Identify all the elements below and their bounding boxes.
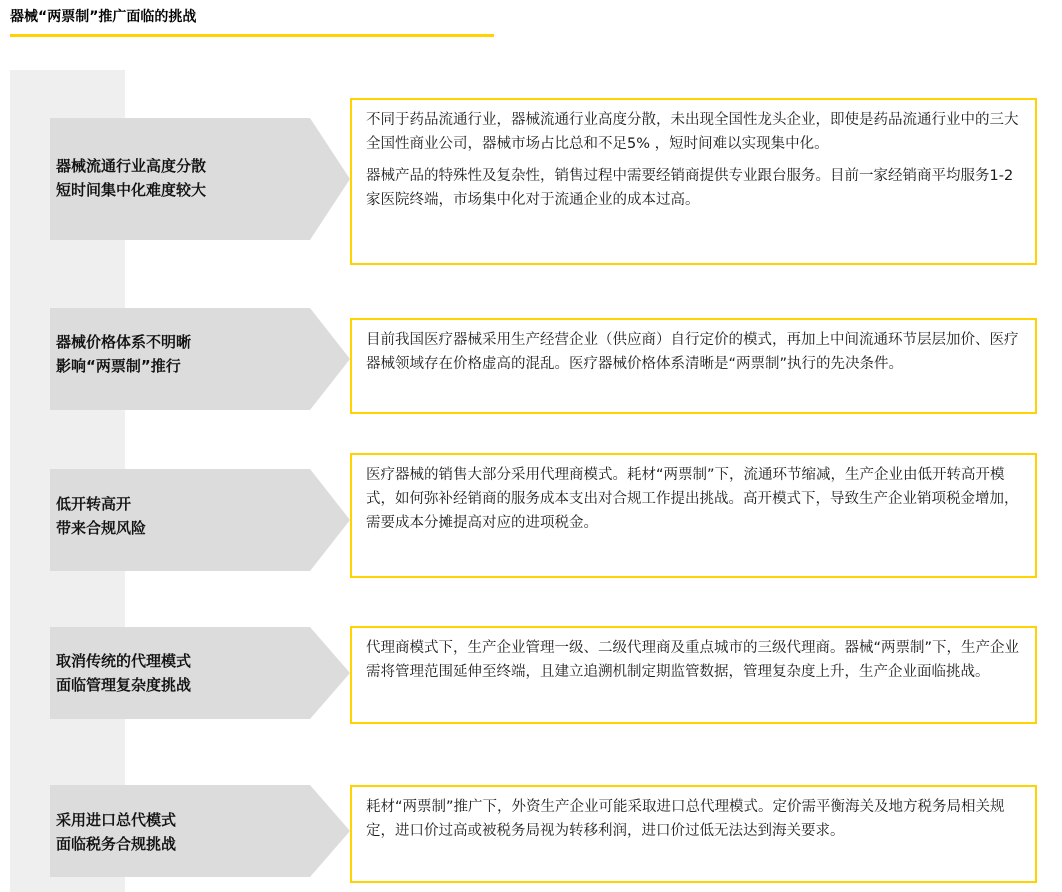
challenge-heading [56,330,191,378]
detail-paragraph: 代理商模式下，生产企业管理一级、二级代理商及重点城市的三级代理商。器械“两票制”下，生产企业需将管理范围延伸至终端，且建立追溯机制定期监管数据，管理复杂度上升，生产企业面临挑战。 [366,640,1020,680]
detail-paragraph: 医疗器械的销售大部分采用代理商模式。耗材“两票制”下，流通环节缩减，生产企业由低开转高开模式，如何弥补经销商的服务成本支出对合规工作提出挑战。高开模式下，导致生产企业销项税金增加，需要成本分摊提高对应的进项税金。 [366,467,1019,531]
detail-paragraph: 耗材“两票制”推广下，外资生产企业可能采取进口总代理模式。定价需平衡海关及地方税务局相关规定，进口价过高或被税务局视为转移利润，进口价过低无法达到海关要求。 [366,799,1005,839]
title-underline [10,34,494,37]
challenge-heading-line1: 器械价格体系不明晰 [56,333,192,351]
detail-paragraph: 不同于药品流通行业，器械流通行业高度分散，未出现全国性龙头企业，即使是药品流通行业中的三大全国性商业公司，器械市场占比总和不足5% ，短时间难以实现集中化。 [366,112,1019,152]
challenge-heading-line2: 面临管理复杂度挑战 [56,676,192,694]
challenge-heading-line2: 面临税务合规挑战 [56,835,177,853]
challenge-heading-line2: 影响“两票制”推行 [56,357,181,375]
challenge-heading [56,808,176,856]
challenge-detail-box [350,785,1037,883]
detail-paragraph: 目前我国医疗器械采用生产经营企业（供应商）自行定价的模式，再加上中间流通环节层层加价、医疗器械领域存在价格虚高的混乱。医疗器械价格体系清晰是“两票制”执行的先决条件。 [366,332,1019,372]
challenge-detail-box [350,98,1037,265]
challenge-detail-box [350,453,1037,578]
challenge-heading-line1: 低开转高开 [56,495,132,513]
challenge-heading [56,154,206,202]
challenge-heading-line1: 取消传统的代理模式 [56,652,192,670]
detail-paragraph: 器械产品的特殊性及复杂性，销售过程中需要经销商提供专业跟台服务。目前一家经销商平均服务1-2家医院终端，市场集中化对于流通企业的成本过高。 [366,168,1014,208]
challenge-detail-box [350,318,1037,414]
challenge-heading-line2: 带来合规风险 [56,519,147,537]
challenge-heading-line2: 短时间集中化难度较大 [56,181,207,199]
challenge-heading-line1: 器械流通行业高度分散 [56,157,207,175]
challenge-heading [56,492,146,540]
challenge-heading [56,649,191,697]
page-title: 器械“两票制”推广面临的挑战 [10,9,197,25]
challenge-heading-line1: 采用进口总代模式 [56,811,177,829]
challenge-detail-box [350,626,1037,724]
